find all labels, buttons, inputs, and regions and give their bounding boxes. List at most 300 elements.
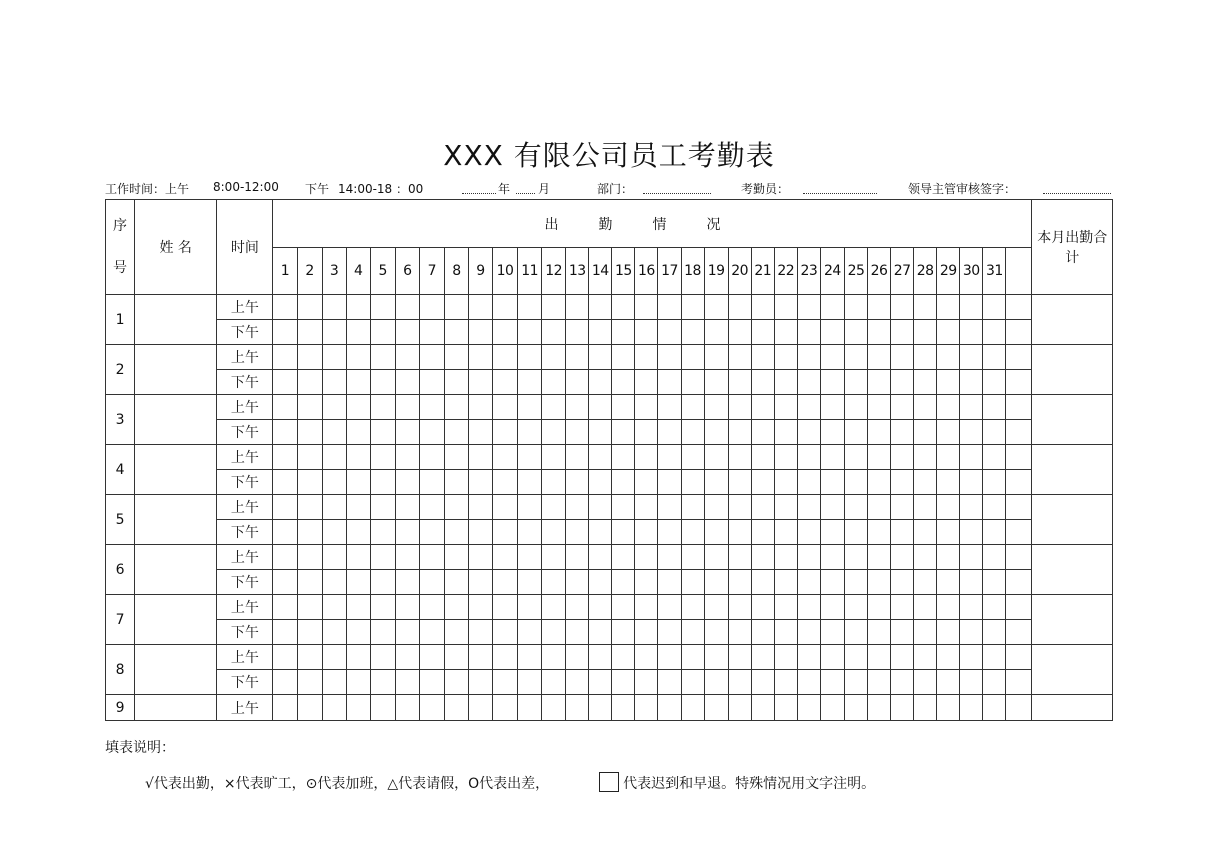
attendance-cell[interactable] [395,420,419,445]
attendance-cell[interactable] [820,595,844,620]
attendance-cell[interactable] [395,320,419,345]
attendance-cell[interactable] [493,420,518,445]
attendance-cell[interactable] [914,520,937,545]
attendance-cell[interactable] [728,445,751,470]
employee-name-cell[interactable] [135,545,217,595]
attendance-cell[interactable] [635,620,658,645]
attendance-cell[interactable] [774,620,797,645]
attendance-cell[interactable] [370,370,395,395]
attendance-cell[interactable] [960,645,983,670]
attendance-cell[interactable] [728,570,751,595]
attendance-cell[interactable] [468,445,492,470]
attendance-cell[interactable] [444,595,468,620]
attendance-cell[interactable] [322,545,346,570]
attendance-cell[interactable] [518,620,542,645]
attendance-cell[interactable] [612,545,635,570]
attendance-cell[interactable] [937,445,960,470]
attendance-cell[interactable] [370,470,395,495]
attendance-cell[interactable] [681,370,704,395]
attendance-cell[interactable] [797,520,820,545]
attendance-cell[interactable] [681,470,704,495]
attendance-cell[interactable] [937,395,960,420]
attendance-cell[interactable] [542,420,566,445]
attendance-cell[interactable] [704,520,728,545]
attendance-cell[interactable] [774,420,797,445]
attendance-cell[interactable] [868,645,891,670]
attendance-cell[interactable] [681,595,704,620]
attendance-cell[interactable] [820,295,844,320]
attendance-cell[interactable] [297,370,322,395]
attendance-cell[interactable] [468,620,492,645]
attendance-cell[interactable] [493,445,518,470]
attendance-cell[interactable] [322,370,346,395]
attendance-cell[interactable] [468,570,492,595]
attendance-cell[interactable] [983,420,1006,445]
attendance-cell[interactable] [983,345,1006,370]
attendance-cell[interactable] [395,595,419,620]
attendance-cell[interactable] [797,370,820,395]
attendance-cell[interactable] [468,670,492,695]
attendance-cell[interactable] [704,295,728,320]
attendance-cell[interactable] [635,695,658,721]
attendance-cell[interactable] [566,695,589,721]
attendance-cell[interactable] [612,370,635,395]
attendance-cell[interactable] [395,645,419,670]
attendance-cell[interactable] [891,445,914,470]
attendance-cell[interactable] [444,495,468,520]
attendance-cell[interactable] [346,595,370,620]
attendance-cell[interactable] [542,595,566,620]
attendance-cell[interactable] [635,520,658,545]
attendance-cell[interactable] [681,345,704,370]
attendance-cell[interactable] [612,295,635,320]
attendance-cell[interactable] [395,570,419,595]
attendance-cell[interactable] [797,395,820,420]
attendance-cell[interactable] [493,695,518,721]
dept-field[interactable] [643,180,711,194]
employee-name-cell[interactable] [135,395,217,445]
attendance-cell[interactable] [751,595,774,620]
attendance-cell[interactable] [751,695,774,721]
total-cell[interactable] [1032,695,1113,721]
attendance-cell[interactable] [1006,320,1032,345]
attendance-cell[interactable] [844,545,867,570]
attendance-cell[interactable] [419,645,444,670]
attendance-cell[interactable] [820,320,844,345]
attendance-cell[interactable] [346,470,370,495]
attendance-cell[interactable] [518,570,542,595]
attendance-cell[interactable] [868,320,891,345]
attendance-cell[interactable] [346,695,370,721]
attendance-cell[interactable] [297,320,322,345]
attendance-cell[interactable] [612,645,635,670]
attendance-cell[interactable] [797,670,820,695]
attendance-cell[interactable] [728,645,751,670]
attendance-cell[interactable] [419,370,444,395]
attendance-cell[interactable] [518,595,542,620]
attendance-cell[interactable] [468,395,492,420]
attendance-cell[interactable] [297,570,322,595]
attendance-cell[interactable] [589,495,612,520]
attendance-cell[interactable] [844,370,867,395]
attendance-cell[interactable] [983,470,1006,495]
attendance-cell[interactable] [1006,495,1032,520]
attendance-cell[interactable] [542,470,566,495]
attendance-cell[interactable] [774,670,797,695]
attendance-cell[interactable] [370,520,395,545]
attendance-cell[interactable] [419,595,444,620]
attendance-cell[interactable] [937,695,960,721]
attendance-cell[interactable] [468,295,492,320]
attendance-cell[interactable] [704,345,728,370]
attendance-cell[interactable] [868,520,891,545]
attendance-cell[interactable] [983,495,1006,520]
attendance-cell[interactable] [346,495,370,520]
attendance-cell[interactable] [914,695,937,721]
total-cell[interactable] [1032,345,1113,395]
attendance-cell[interactable] [297,470,322,495]
attendance-cell[interactable] [937,470,960,495]
attendance-cell[interactable] [983,545,1006,570]
attendance-cell[interactable] [868,345,891,370]
attendance-cell[interactable] [493,495,518,520]
attendance-cell[interactable] [419,420,444,445]
clerk-field[interactable] [803,180,877,194]
attendance-cell[interactable] [704,695,728,721]
attendance-cell[interactable] [658,345,681,370]
attendance-cell[interactable] [797,470,820,495]
attendance-cell[interactable] [566,295,589,320]
attendance-cell[interactable] [589,620,612,645]
attendance-cell[interactable] [1006,645,1032,670]
attendance-cell[interactable] [322,495,346,520]
attendance-cell[interactable] [635,295,658,320]
attendance-cell[interactable] [681,495,704,520]
attendance-cell[interactable] [542,695,566,721]
attendance-cell[interactable] [273,370,297,395]
attendance-cell[interactable] [635,495,658,520]
attendance-cell[interactable] [868,620,891,645]
attendance-cell[interactable] [589,570,612,595]
attendance-cell[interactable] [937,670,960,695]
attendance-cell[interactable] [681,395,704,420]
attendance-cell[interactable] [820,570,844,595]
attendance-cell[interactable] [751,445,774,470]
attendance-cell[interactable] [868,470,891,495]
attendance-cell[interactable] [937,495,960,520]
attendance-cell[interactable] [983,295,1006,320]
attendance-cell[interactable] [774,495,797,520]
attendance-cell[interactable] [370,570,395,595]
attendance-cell[interactable] [589,595,612,620]
attendance-cell[interactable] [518,370,542,395]
attendance-cell[interactable] [774,470,797,495]
employee-name-cell[interactable] [135,695,217,721]
attendance-cell[interactable] [468,545,492,570]
attendance-cell[interactable] [370,420,395,445]
attendance-cell[interactable] [612,395,635,420]
attendance-cell[interactable] [914,495,937,520]
attendance-cell[interactable] [797,320,820,345]
attendance-cell[interactable] [704,470,728,495]
attendance-cell[interactable] [891,495,914,520]
attendance-cell[interactable] [566,670,589,695]
attendance-cell[interactable] [774,520,797,545]
attendance-cell[interactable] [751,545,774,570]
attendance-cell[interactable] [346,520,370,545]
attendance-cell[interactable] [820,395,844,420]
attendance-cell[interactable] [937,420,960,445]
attendance-cell[interactable] [704,570,728,595]
attendance-cell[interactable] [395,395,419,420]
attendance-cell[interactable] [728,595,751,620]
attendance-cell[interactable] [542,570,566,595]
attendance-cell[interactable] [518,645,542,670]
attendance-cell[interactable] [322,470,346,495]
attendance-cell[interactable] [542,545,566,570]
attendance-cell[interactable] [444,395,468,420]
attendance-cell[interactable] [419,470,444,495]
attendance-cell[interactable] [983,570,1006,595]
attendance-cell[interactable] [728,545,751,570]
attendance-cell[interactable] [960,545,983,570]
attendance-cell[interactable] [681,420,704,445]
attendance-cell[interactable] [728,520,751,545]
attendance-cell[interactable] [346,320,370,345]
attendance-cell[interactable] [960,420,983,445]
attendance-cell[interactable] [914,645,937,670]
attendance-cell[interactable] [612,445,635,470]
attendance-cell[interactable] [370,670,395,695]
attendance-cell[interactable] [774,370,797,395]
attendance-cell[interactable] [914,470,937,495]
attendance-cell[interactable] [395,695,419,721]
employee-name-cell[interactable] [135,445,217,495]
attendance-cell[interactable] [704,595,728,620]
attendance-cell[interactable] [444,520,468,545]
attendance-cell[interactable] [542,320,566,345]
attendance-cell[interactable] [1006,345,1032,370]
attendance-cell[interactable] [589,395,612,420]
attendance-cell[interactable] [346,445,370,470]
attendance-cell[interactable] [346,620,370,645]
attendance-cell[interactable] [1006,570,1032,595]
attendance-cell[interactable] [1006,395,1032,420]
attendance-cell[interactable] [844,520,867,545]
attendance-cell[interactable] [518,470,542,495]
attendance-cell[interactable] [518,695,542,721]
attendance-cell[interactable] [635,370,658,395]
attendance-cell[interactable] [820,645,844,670]
attendance-cell[interactable] [960,595,983,620]
attendance-cell[interactable] [891,470,914,495]
attendance-cell[interactable] [937,320,960,345]
attendance-cell[interactable] [444,645,468,670]
attendance-cell[interactable] [844,445,867,470]
attendance-cell[interactable] [681,320,704,345]
attendance-cell[interactable] [1006,420,1032,445]
attendance-cell[interactable] [322,670,346,695]
attendance-cell[interactable] [273,520,297,545]
attendance-cell[interactable] [444,470,468,495]
attendance-cell[interactable] [1006,295,1032,320]
attendance-cell[interactable] [820,695,844,721]
attendance-cell[interactable] [493,395,518,420]
attendance-cell[interactable] [346,670,370,695]
attendance-cell[interactable] [542,620,566,645]
attendance-cell[interactable] [891,320,914,345]
attendance-cell[interactable] [844,345,867,370]
attendance-cell[interactable] [937,595,960,620]
attendance-cell[interactable] [891,695,914,721]
attendance-cell[interactable] [542,670,566,695]
attendance-cell[interactable] [612,595,635,620]
attendance-cell[interactable] [797,495,820,520]
attendance-cell[interactable] [612,620,635,645]
attendance-cell[interactable] [681,645,704,670]
attendance-cell[interactable] [751,320,774,345]
attendance-cell[interactable] [704,645,728,670]
attendance-cell[interactable] [914,320,937,345]
attendance-cell[interactable] [983,370,1006,395]
total-cell[interactable] [1032,645,1113,695]
attendance-cell[interactable] [891,420,914,445]
attendance-cell[interactable] [297,545,322,570]
attendance-cell[interactable] [891,570,914,595]
attendance-cell[interactable] [395,620,419,645]
attendance-cell[interactable] [566,420,589,445]
attendance-cell[interactable] [728,470,751,495]
attendance-cell[interactable] [820,620,844,645]
attendance-cell[interactable] [322,395,346,420]
attendance-cell[interactable] [751,420,774,445]
attendance-cell[interactable] [868,495,891,520]
attendance-cell[interactable] [273,670,297,695]
attendance-cell[interactable] [468,495,492,520]
attendance-cell[interactable] [820,445,844,470]
attendance-cell[interactable] [566,495,589,520]
attendance-cell[interactable] [774,320,797,345]
attendance-cell[interactable] [444,545,468,570]
attendance-cell[interactable] [704,320,728,345]
attendance-cell[interactable] [635,645,658,670]
attendance-cell[interactable] [370,695,395,721]
attendance-cell[interactable] [468,345,492,370]
attendance-cell[interactable] [937,370,960,395]
attendance-cell[interactable] [589,370,612,395]
attendance-cell[interactable] [983,445,1006,470]
attendance-cell[interactable] [960,520,983,545]
attendance-cell[interactable] [273,445,297,470]
attendance-cell[interactable] [542,370,566,395]
attendance-cell[interactable] [658,595,681,620]
attendance-cell[interactable] [797,295,820,320]
attendance-cell[interactable] [273,695,297,721]
attendance-cell[interactable] [960,370,983,395]
attendance-cell[interactable] [518,670,542,695]
attendance-cell[interactable] [419,670,444,695]
attendance-cell[interactable] [346,345,370,370]
attendance-cell[interactable] [914,545,937,570]
attendance-cell[interactable] [658,570,681,595]
attendance-cell[interactable] [566,595,589,620]
attendance-cell[interactable] [370,620,395,645]
attendance-cell[interactable] [891,395,914,420]
attendance-cell[interactable] [704,370,728,395]
attendance-cell[interactable] [704,670,728,695]
attendance-cell[interactable] [937,295,960,320]
attendance-cell[interactable] [493,670,518,695]
employee-name-cell[interactable] [135,495,217,545]
year-field[interactable] [462,180,496,194]
attendance-cell[interactable] [891,545,914,570]
attendance-cell[interactable] [566,370,589,395]
attendance-cell[interactable] [774,695,797,721]
attendance-cell[interactable] [658,545,681,570]
attendance-cell[interactable] [612,320,635,345]
attendance-cell[interactable] [704,495,728,520]
attendance-cell[interactable] [704,545,728,570]
attendance-cell[interactable] [891,620,914,645]
attendance-cell[interactable] [658,470,681,495]
attendance-cell[interactable] [566,620,589,645]
attendance-cell[interactable] [868,595,891,620]
attendance-cell[interactable] [728,495,751,520]
employee-name-cell[interactable] [135,295,217,345]
attendance-cell[interactable] [566,395,589,420]
attendance-cell[interactable] [589,670,612,695]
attendance-cell[interactable] [395,520,419,545]
attendance-cell[interactable] [297,520,322,545]
attendance-cell[interactable] [518,545,542,570]
attendance-cell[interactable] [844,595,867,620]
attendance-cell[interactable] [914,370,937,395]
attendance-cell[interactable] [728,695,751,721]
attendance-cell[interactable] [612,570,635,595]
attendance-cell[interactable] [960,670,983,695]
attendance-cell[interactable] [1006,370,1032,395]
attendance-cell[interactable] [468,320,492,345]
attendance-cell[interactable] [658,420,681,445]
attendance-cell[interactable] [704,445,728,470]
total-cell[interactable] [1032,545,1113,595]
attendance-cell[interactable] [844,420,867,445]
attendance-cell[interactable] [820,545,844,570]
attendance-cell[interactable] [518,495,542,520]
attendance-cell[interactable] [728,320,751,345]
attendance-cell[interactable] [589,695,612,721]
attendance-cell[interactable] [635,570,658,595]
attendance-cell[interactable] [273,295,297,320]
attendance-cell[interactable] [566,645,589,670]
attendance-cell[interactable] [444,620,468,645]
attendance-cell[interactable] [346,570,370,595]
attendance-cell[interactable] [797,595,820,620]
attendance-cell[interactable] [960,345,983,370]
attendance-cell[interactable] [589,295,612,320]
attendance-cell[interactable] [370,545,395,570]
attendance-cell[interactable] [820,495,844,520]
attendance-cell[interactable] [1006,595,1032,620]
attendance-cell[interactable] [273,345,297,370]
attendance-cell[interactable] [370,495,395,520]
attendance-cell[interactable] [868,570,891,595]
attendance-cell[interactable] [820,370,844,395]
attendance-cell[interactable] [589,420,612,445]
attendance-cell[interactable] [297,595,322,620]
attendance-cell[interactable] [797,620,820,645]
attendance-cell[interactable] [419,570,444,595]
